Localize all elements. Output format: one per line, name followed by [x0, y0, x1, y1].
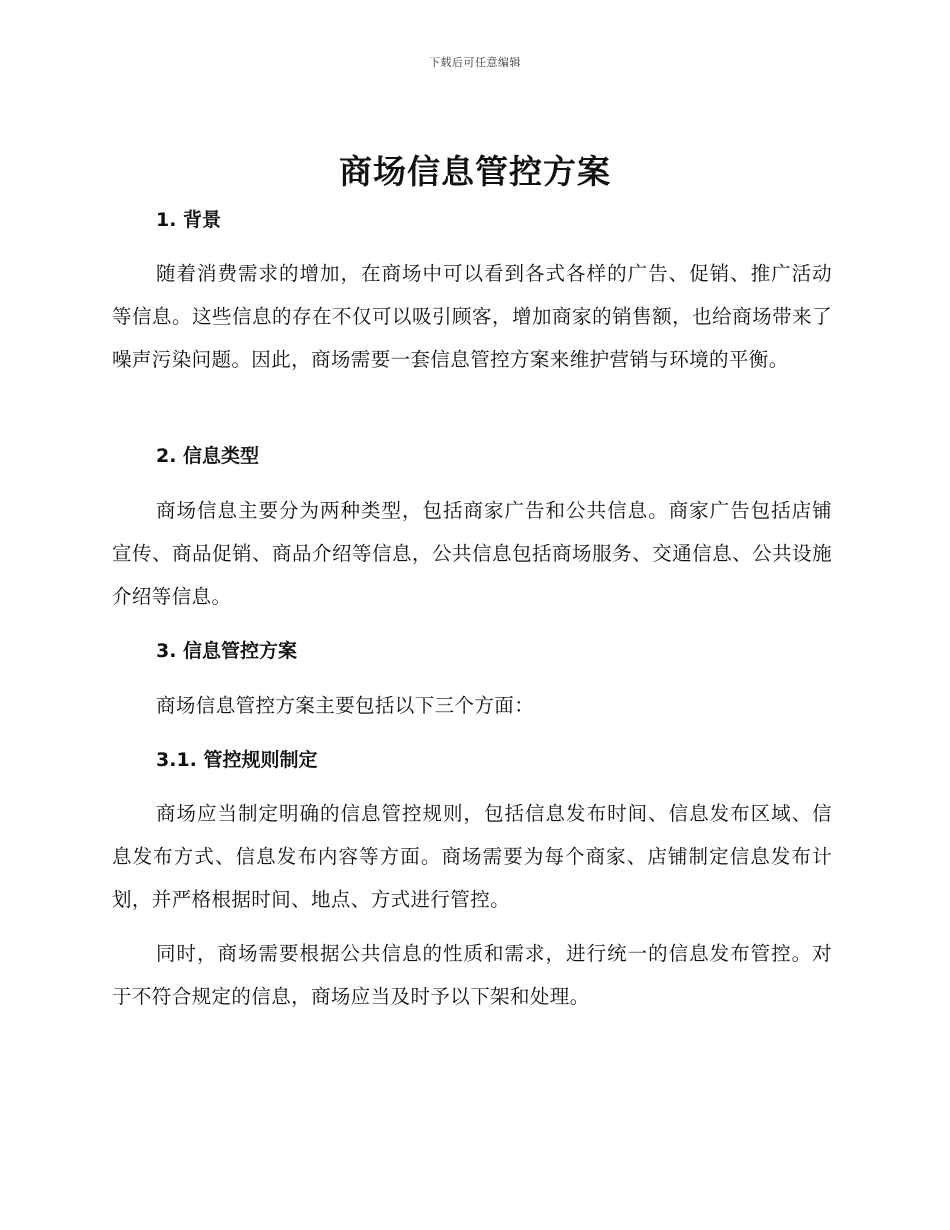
page-header-note: 下载后可任意编辑 — [429, 56, 521, 69]
paragraph-background: 随着消费需求的增加，在商场中可以看到各式各样的广告、促销、推广活动等信息。这些信息的存在不仅可以吸引顾客，增加商家的销售额，也给商场带来了噪声污染问题。因此，商场需要一套信息管控方案来维护营销与环境的平衡。 — [112, 262, 832, 371]
paragraph-control-plan: 商场信息管控方案主要包括以下三个方面： — [156, 694, 535, 717]
section-heading-rule-making: 3.1. 管控规则制定 — [156, 749, 318, 771]
paragraph-info-types: 商场信息主要分为两种类型，包括商家广告和公共信息。商家广告包括店铺宣传、商品促销、商品介绍等信息，公共信息包括商场服务、交通信息、公共设施介绍等信息。 — [112, 499, 832, 608]
paragraph-rule-making-1: 商场应当制定明确的信息管控规则，包括信息发布时间、信息发布区域、信息发布方式、信息发布内容等方面。商场需要为每个商家、店铺制定信息发布计划，并严格根据时间、地点、方式进行管控。 — [112, 802, 832, 911]
section-heading-background: 1. 背景 — [156, 209, 222, 231]
section-heading-control-plan: 3. 信息管控方案 — [156, 640, 298, 662]
section-heading-info-types: 2. 信息类型 — [156, 445, 260, 467]
document-title: 商场信息管控方案 — [339, 152, 611, 191]
paragraph-rule-making-2: 同时，商场需要根据公共信息的性质和需求，进行统一的信息发布管控。对于不符合规定的信息，商场应当及时予以下架和处理。 — [112, 942, 832, 1008]
